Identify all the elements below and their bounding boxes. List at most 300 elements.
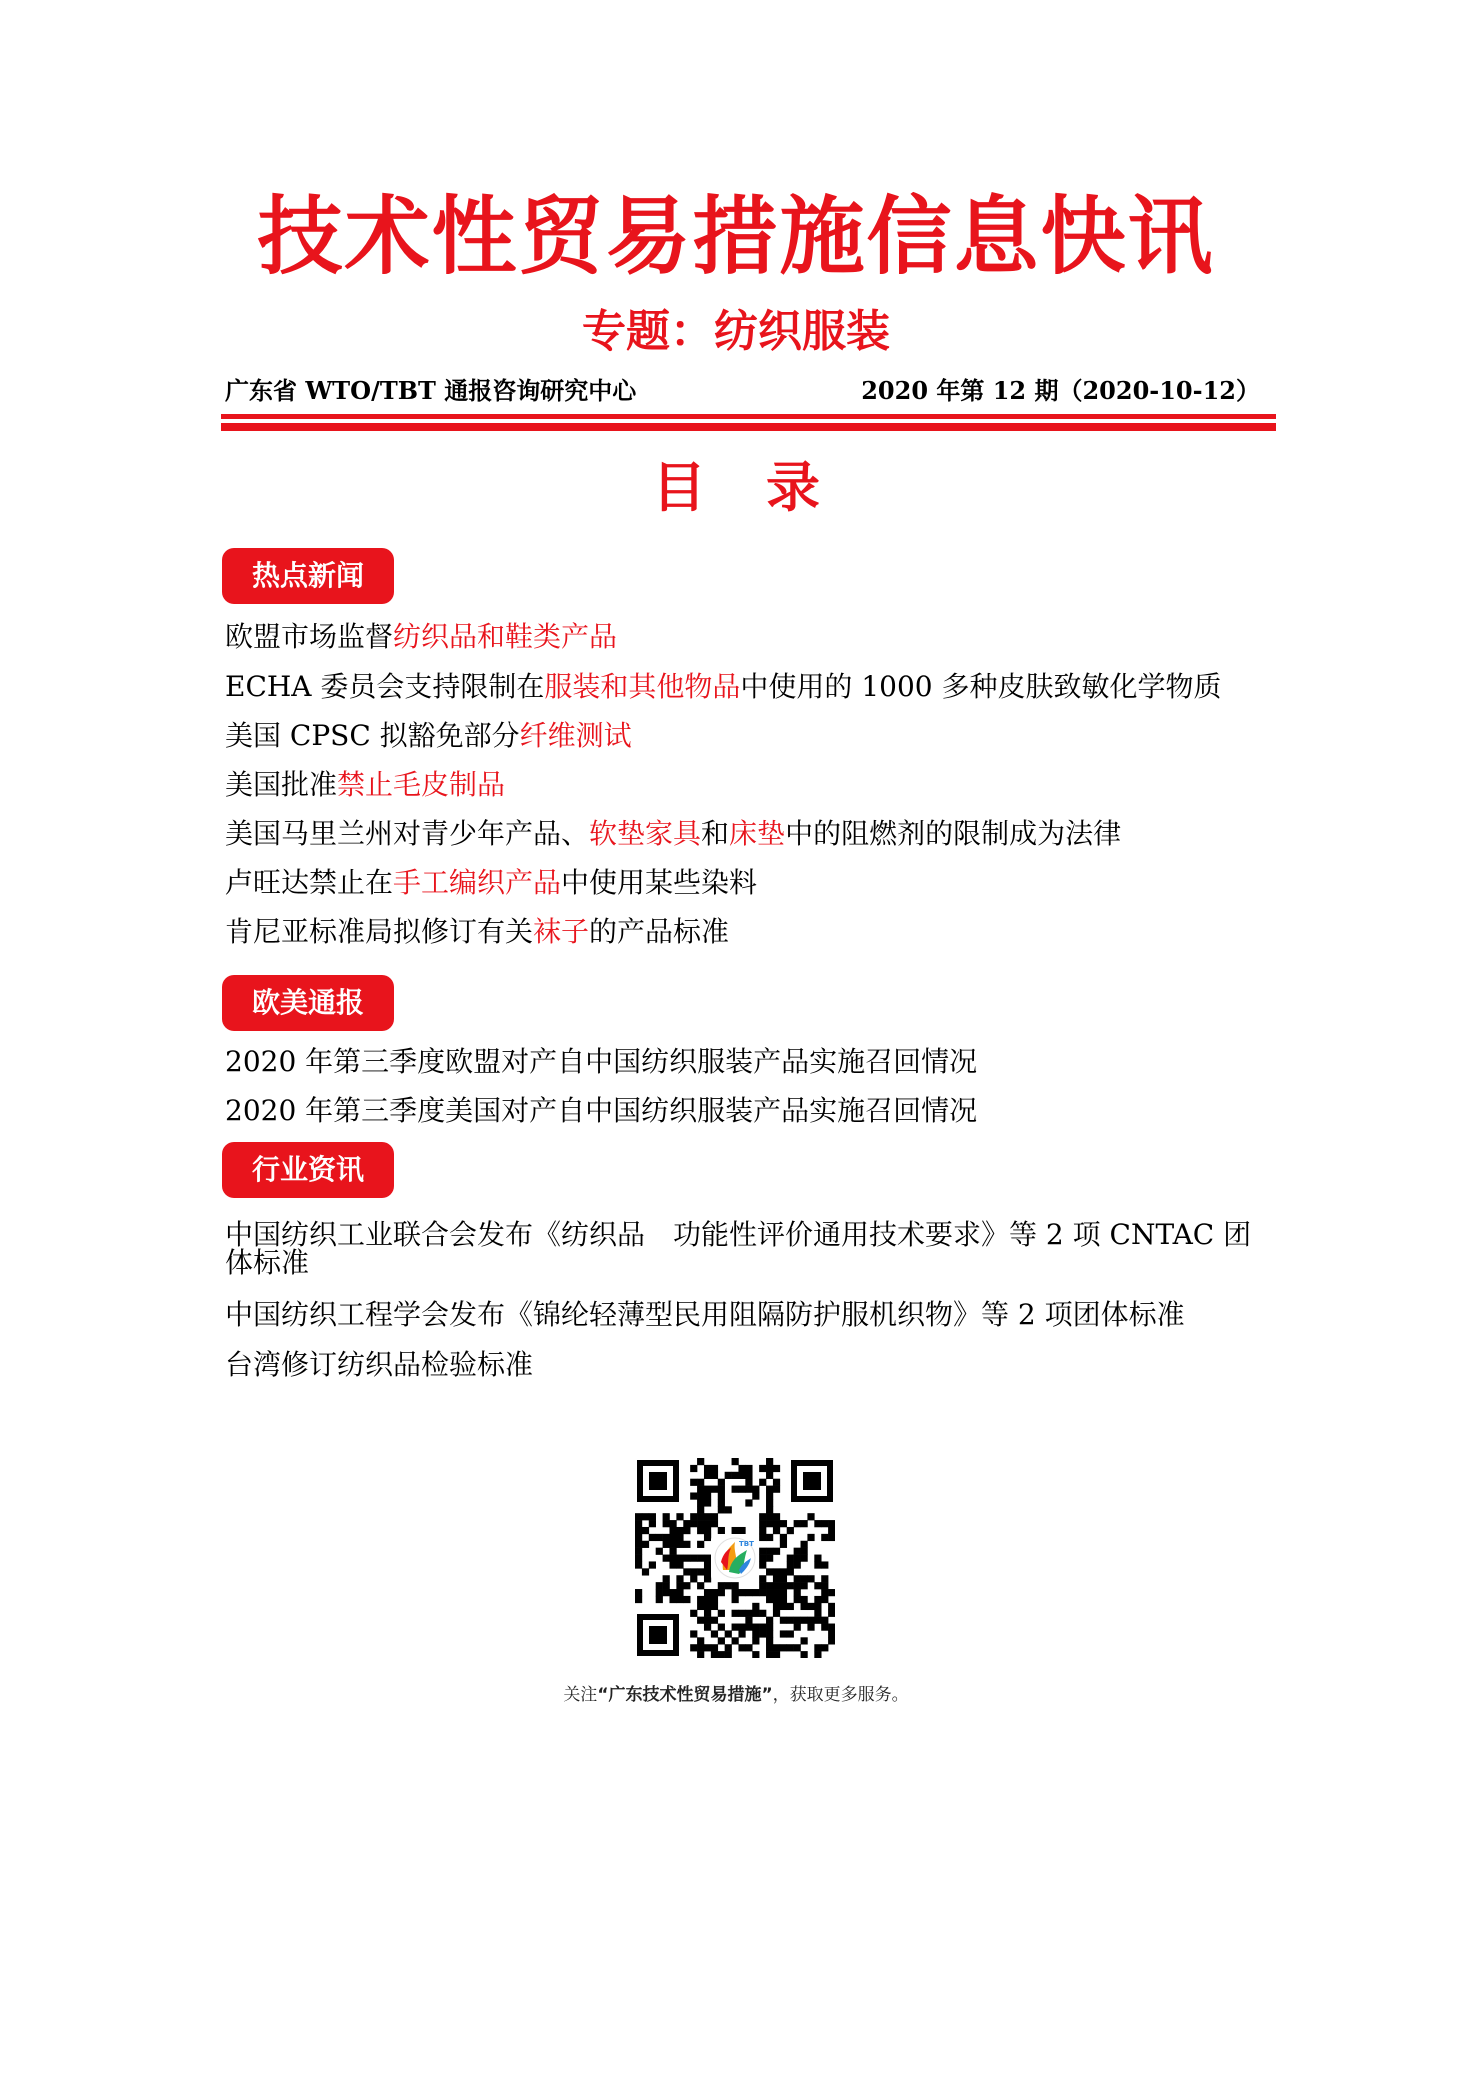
qr-module <box>690 1479 697 1486</box>
qr-module <box>732 1486 739 1493</box>
item-highlight: 纺织品和鞋类产品 <box>393 620 618 653</box>
header-rule-thick <box>221 423 1276 431</box>
qr-module <box>821 1644 828 1651</box>
qr-module <box>773 1486 780 1493</box>
qr-module <box>738 1610 745 1617</box>
issuer-name: 广东省 WTO/TBT 通报咨询研究中心 <box>225 376 637 405</box>
qr-module <box>711 1513 718 1520</box>
qr-module <box>663 1534 670 1541</box>
qr-module <box>718 1589 725 1596</box>
qr-module <box>780 1520 787 1527</box>
qr-module <box>642 1513 649 1520</box>
qr-caption: 关注“广东技术性贸易措施”，获取更多服务。 <box>563 1685 909 1705</box>
qr-module <box>718 1651 725 1658</box>
qr-module <box>794 1548 801 1555</box>
qr-module <box>704 1610 711 1617</box>
qr-module <box>738 1589 745 1596</box>
qr-module <box>732 1610 739 1617</box>
qr-module <box>718 1637 725 1644</box>
qr-module <box>704 1534 711 1541</box>
qr-module <box>732 1582 739 1589</box>
qr-module <box>759 1561 766 1568</box>
qr-module <box>725 1582 732 1589</box>
qr-module <box>745 1486 752 1493</box>
qr-module <box>718 1527 725 1534</box>
qr-module <box>766 1589 773 1596</box>
qr-module <box>828 1624 835 1631</box>
qr-module <box>814 1520 821 1527</box>
qr-module <box>635 1555 642 1562</box>
qr-module <box>780 1582 787 1589</box>
qr-module <box>704 1575 711 1582</box>
qr-module <box>766 1596 773 1603</box>
qr-module <box>794 1520 801 1527</box>
qr-module <box>821 1589 828 1596</box>
qr-module <box>787 1582 794 1589</box>
qr-module <box>738 1630 745 1637</box>
qr-module <box>821 1617 828 1624</box>
qr-module <box>821 1520 828 1527</box>
qr-module <box>752 1624 759 1631</box>
qr-module <box>745 1465 752 1472</box>
qr-module <box>766 1534 773 1541</box>
qr-module <box>766 1568 773 1575</box>
qr-module <box>814 1582 821 1589</box>
qr-module <box>759 1465 766 1472</box>
qr-module <box>801 1541 808 1548</box>
qr-module <box>738 1472 745 1479</box>
qr-module <box>807 1513 814 1520</box>
qr-module <box>704 1513 711 1520</box>
qr-module <box>773 1479 780 1486</box>
qr-module <box>676 1541 683 1548</box>
qr-module <box>732 1624 739 1631</box>
qr-module <box>752 1637 759 1644</box>
qr-module <box>704 1568 711 1575</box>
qr-module <box>669 1555 676 1562</box>
qr-module <box>663 1575 670 1582</box>
item-highlight: 床垫 <box>729 817 786 850</box>
qr-module <box>697 1520 704 1527</box>
qr-module <box>766 1630 773 1637</box>
qr-module <box>801 1575 808 1582</box>
qr-module <box>766 1624 773 1631</box>
qr-module <box>745 1617 752 1624</box>
qr-module <box>780 1617 787 1624</box>
qr-module <box>759 1527 766 1534</box>
qr-module <box>745 1479 752 1486</box>
qr-module <box>704 1596 711 1603</box>
item-text: 的产品标准 <box>589 915 730 948</box>
qr-module <box>690 1465 697 1472</box>
qr-module <box>828 1630 835 1637</box>
qr-module <box>780 1575 787 1582</box>
qr-module <box>773 1582 780 1589</box>
qr-module <box>766 1520 773 1527</box>
qr-module <box>683 1596 690 1603</box>
qr-module <box>752 1492 759 1499</box>
qr-module <box>669 1520 676 1527</box>
qr-module <box>725 1506 732 1513</box>
qr-module <box>718 1506 725 1513</box>
item-highlight: 服装和其他物品 <box>544 670 741 703</box>
qr-module <box>807 1624 814 1631</box>
qr-module <box>711 1617 718 1624</box>
qr-module <box>635 1589 642 1596</box>
qr-module <box>821 1575 828 1582</box>
qr-module <box>752 1651 759 1658</box>
qr-module <box>690 1492 697 1499</box>
qr-module <box>780 1534 787 1541</box>
qr-module <box>766 1555 773 1562</box>
qr-module <box>663 1589 670 1596</box>
qr-module <box>801 1617 808 1624</box>
item-highlight: 软垫家具 <box>589 817 702 850</box>
qr-module <box>801 1596 808 1603</box>
qr-module <box>663 1520 670 1527</box>
qr-module <box>649 1561 656 1568</box>
qr-module <box>697 1651 704 1658</box>
qr-module <box>745 1472 752 1479</box>
qr-module <box>752 1610 759 1617</box>
toc-item[interactable] <box>225 814 1265 854</box>
qr-module <box>801 1520 808 1527</box>
qr-module <box>752 1603 759 1610</box>
toc-item[interactable] <box>225 716 1265 756</box>
qr-module <box>725 1651 732 1658</box>
qr-module <box>732 1637 739 1644</box>
qr-module <box>773 1589 780 1596</box>
qr-module <box>669 1589 676 1596</box>
qr-module <box>780 1541 787 1548</box>
qr-module <box>773 1651 780 1658</box>
qr-module <box>676 1527 683 1534</box>
qr-module <box>642 1568 649 1575</box>
toc-item[interactable]: 中国纺织工业联合会发布《纺织品 功能性评价通用技术要求》等 2 项 CNTAC 团体标准 <box>225 1218 1252 1279</box>
qr-module <box>635 1596 642 1603</box>
qr-module <box>821 1624 828 1631</box>
qr-module <box>711 1520 718 1527</box>
qr-module <box>656 1589 663 1596</box>
qr-module <box>801 1555 808 1562</box>
qr-finder-bottom-left <box>637 1614 679 1656</box>
qr-module <box>656 1582 663 1589</box>
qr-module <box>766 1513 773 1520</box>
qr-module <box>649 1520 656 1527</box>
qr-module <box>635 1548 642 1555</box>
qr-module <box>828 1527 835 1534</box>
qr-module <box>697 1479 704 1486</box>
qr-module <box>773 1603 780 1610</box>
item-text: 卢旺达禁止在 <box>225 866 394 899</box>
qr-module <box>697 1499 704 1506</box>
qr-module <box>787 1568 794 1575</box>
qr-module <box>697 1458 704 1465</box>
qr-module <box>649 1513 656 1520</box>
qr-module <box>814 1555 821 1562</box>
qr-module <box>642 1541 649 1548</box>
qr-module <box>794 1617 801 1624</box>
qr-module <box>676 1589 683 1596</box>
qr-module <box>794 1624 801 1631</box>
qr-module <box>814 1651 821 1658</box>
qr-module <box>787 1603 794 1610</box>
qr-module <box>656 1596 663 1603</box>
toc-item[interactable]: 2020 年第三季度美国对产自中国纺织服装产品实施召回情况 <box>225 1094 978 1127</box>
qr-module <box>801 1637 808 1644</box>
qr-module <box>704 1527 711 1534</box>
toc-item[interactable]: 中国纺织工程学会发布《锦纶轻薄型民用阻隔防护服机织物》等 2 项团体标准 <box>225 1298 1185 1331</box>
section-tag-hot-news: 热点新闻 <box>222 548 394 604</box>
qr-module <box>759 1555 766 1562</box>
item-highlight: 手工编织产品 <box>393 866 562 899</box>
qr-module <box>676 1555 683 1562</box>
qr-module <box>711 1603 718 1610</box>
qr-module <box>718 1486 725 1493</box>
qr-module <box>801 1548 808 1555</box>
qr-module <box>676 1513 683 1520</box>
qr-module <box>642 1527 649 1534</box>
qr-module <box>635 1513 642 1520</box>
qr-module <box>759 1520 766 1527</box>
qr-module <box>669 1548 676 1555</box>
qr-module <box>697 1568 704 1575</box>
qr-module <box>828 1610 835 1617</box>
qr-module <box>718 1610 725 1617</box>
qr-module <box>794 1575 801 1582</box>
qr-module <box>690 1644 697 1651</box>
qr-module <box>711 1596 718 1603</box>
qr-module <box>711 1589 718 1596</box>
tbt-logo-icon <box>711 1534 759 1582</box>
qr-module <box>697 1637 704 1644</box>
qr-module <box>738 1527 745 1534</box>
qr-logo-text: TBT <box>739 1540 754 1548</box>
qr-module <box>794 1596 801 1603</box>
qr-module <box>711 1651 718 1658</box>
qr-module <box>704 1603 711 1610</box>
qr-module <box>807 1603 814 1610</box>
qr-module <box>704 1499 711 1506</box>
qr-module <box>704 1520 711 1527</box>
newsletter-title: 技术性贸易措施信息快讯 <box>257 188 1215 287</box>
qr-module <box>697 1492 704 1499</box>
qr-module <box>759 1630 766 1637</box>
qr-finder-top-right <box>791 1460 833 1502</box>
qr-module <box>766 1472 773 1479</box>
qr-module <box>669 1596 676 1603</box>
qr-module <box>690 1610 697 1617</box>
qr-module <box>821 1534 828 1541</box>
qr-module <box>669 1561 676 1568</box>
qr-module <box>732 1458 739 1465</box>
toc-item[interactable]: 2020 年第三季度欧盟对产自中国纺织服装产品实施召回情况 <box>225 1045 978 1078</box>
item-text: 肯尼亚标准局拟修订有关 <box>225 915 534 948</box>
section-tag-eu-us: 欧美通报 <box>222 975 394 1031</box>
qr-module <box>752 1589 759 1596</box>
qr-module <box>635 1561 642 1568</box>
qr-module <box>676 1596 683 1603</box>
qr-module <box>697 1596 704 1603</box>
qr-module <box>814 1617 821 1624</box>
qr-module <box>773 1568 780 1575</box>
qr-module <box>704 1555 711 1562</box>
qr-module <box>649 1534 656 1541</box>
toc-item[interactable] <box>225 765 1265 805</box>
qr-module <box>697 1555 704 1562</box>
qr-module <box>814 1610 821 1617</box>
qr-module <box>676 1561 683 1568</box>
qr-module <box>828 1534 835 1541</box>
qr-module <box>773 1548 780 1555</box>
qr-module <box>704 1465 711 1472</box>
qr-module <box>704 1624 711 1631</box>
item-text: 和 <box>701 817 730 850</box>
qr-module <box>704 1561 711 1568</box>
qr-module <box>759 1479 766 1486</box>
qr-module <box>780 1596 787 1603</box>
qr-module <box>821 1582 828 1589</box>
qr-module <box>732 1589 739 1596</box>
qr-module <box>759 1513 766 1520</box>
qr-module <box>704 1492 711 1499</box>
qr-module <box>663 1555 670 1562</box>
qr-module <box>711 1472 718 1479</box>
qr-module <box>697 1506 704 1513</box>
qr-module <box>766 1548 773 1555</box>
qr-module <box>718 1624 725 1631</box>
qr-module <box>766 1651 773 1658</box>
item-text: 中使用某些染料 <box>561 866 758 899</box>
qr-module <box>780 1603 787 1610</box>
qr-module <box>718 1492 725 1499</box>
qr-module <box>794 1589 801 1596</box>
qr-module <box>807 1534 814 1541</box>
qr-module <box>683 1520 690 1527</box>
qr-module <box>773 1465 780 1472</box>
qr-module <box>697 1527 704 1534</box>
qr-module <box>704 1472 711 1479</box>
qr-module <box>759 1548 766 1555</box>
qr-module <box>704 1617 711 1624</box>
qr-module <box>814 1561 821 1568</box>
qr-module <box>759 1534 766 1541</box>
qr-module <box>725 1630 732 1637</box>
qr-module <box>697 1513 704 1520</box>
toc-item[interactable]: 台湾修订纺织品检验标准 <box>225 1348 534 1381</box>
qr-module <box>766 1637 773 1644</box>
qr-module <box>656 1534 663 1541</box>
qr-module <box>738 1486 745 1493</box>
qr-module <box>821 1596 828 1603</box>
qr-module <box>690 1630 697 1637</box>
qr-module <box>711 1465 718 1472</box>
qr-module <box>656 1548 663 1555</box>
topic-subtitle: 专题：纺织服装 <box>582 306 890 357</box>
item-highlight: 纤维测试 <box>519 719 632 752</box>
qr-module <box>801 1603 808 1610</box>
qr-module <box>690 1555 697 1562</box>
qr-module <box>669 1541 676 1548</box>
qr-module <box>697 1644 704 1651</box>
qr-module <box>759 1582 766 1589</box>
toc-item[interactable] <box>225 912 1265 952</box>
qr-module <box>773 1527 780 1534</box>
qr-module <box>780 1644 787 1651</box>
qr-module <box>738 1465 745 1472</box>
qr-module <box>704 1644 711 1651</box>
qr-module <box>787 1617 794 1624</box>
qr-module <box>766 1465 773 1472</box>
wechat-qr-code[interactable] <box>635 1458 835 1658</box>
qr-module <box>697 1617 704 1624</box>
qr-module <box>711 1630 718 1637</box>
qr-module <box>787 1527 794 1534</box>
qr-module <box>794 1644 801 1651</box>
qr-module <box>787 1561 794 1568</box>
header-rule-thin <box>221 414 1276 419</box>
qr-module <box>745 1610 752 1617</box>
qr-module <box>669 1527 676 1534</box>
qr-module <box>635 1520 642 1527</box>
qr-module <box>690 1575 697 1582</box>
qr-module <box>773 1520 780 1527</box>
qr-module <box>732 1596 739 1603</box>
qr-module <box>697 1486 704 1493</box>
qr-module <box>766 1617 773 1624</box>
qr-module <box>635 1534 642 1541</box>
issue-number: 2020 年第 12 期（2020-10-12） <box>861 376 1260 405</box>
qr-module <box>752 1630 759 1637</box>
qr-module <box>801 1582 808 1589</box>
qr-module <box>828 1637 835 1644</box>
qr-module <box>683 1527 690 1534</box>
qr-module <box>759 1624 766 1631</box>
qr-module <box>683 1568 690 1575</box>
qr-module <box>676 1534 683 1541</box>
qr-module <box>759 1575 766 1582</box>
qr-module <box>780 1589 787 1596</box>
qr-module <box>663 1541 670 1548</box>
toc-heading: 目录 <box>652 456 880 519</box>
qr-module <box>704 1589 711 1596</box>
toc-item[interactable] <box>225 863 1265 903</box>
qr-module <box>801 1651 808 1658</box>
item-highlight: 禁止毛皮制品 <box>337 768 506 801</box>
qr-module <box>725 1644 732 1651</box>
qr-module <box>773 1644 780 1651</box>
qr-module <box>718 1499 725 1506</box>
qr-module <box>697 1603 704 1610</box>
qr-module <box>718 1582 725 1589</box>
qr-module <box>683 1582 690 1589</box>
qr-module <box>773 1575 780 1582</box>
qr-module <box>814 1603 821 1610</box>
qr-module <box>745 1644 752 1651</box>
qr-module <box>794 1555 801 1562</box>
qr-module <box>821 1561 828 1568</box>
qr-module <box>718 1479 725 1486</box>
qr-module <box>766 1644 773 1651</box>
toc-item[interactable] <box>225 667 1265 707</box>
item-text: 中的阻燃剂的限制成为法律 <box>785 817 1122 850</box>
item-text: 欧盟市场监督 <box>225 620 394 653</box>
section-tag-industry: 行业资讯 <box>222 1142 394 1198</box>
item-text: 美国批准 <box>225 768 338 801</box>
qr-module <box>766 1506 773 1513</box>
toc-item[interactable] <box>225 617 1265 657</box>
qr-module <box>690 1520 697 1527</box>
